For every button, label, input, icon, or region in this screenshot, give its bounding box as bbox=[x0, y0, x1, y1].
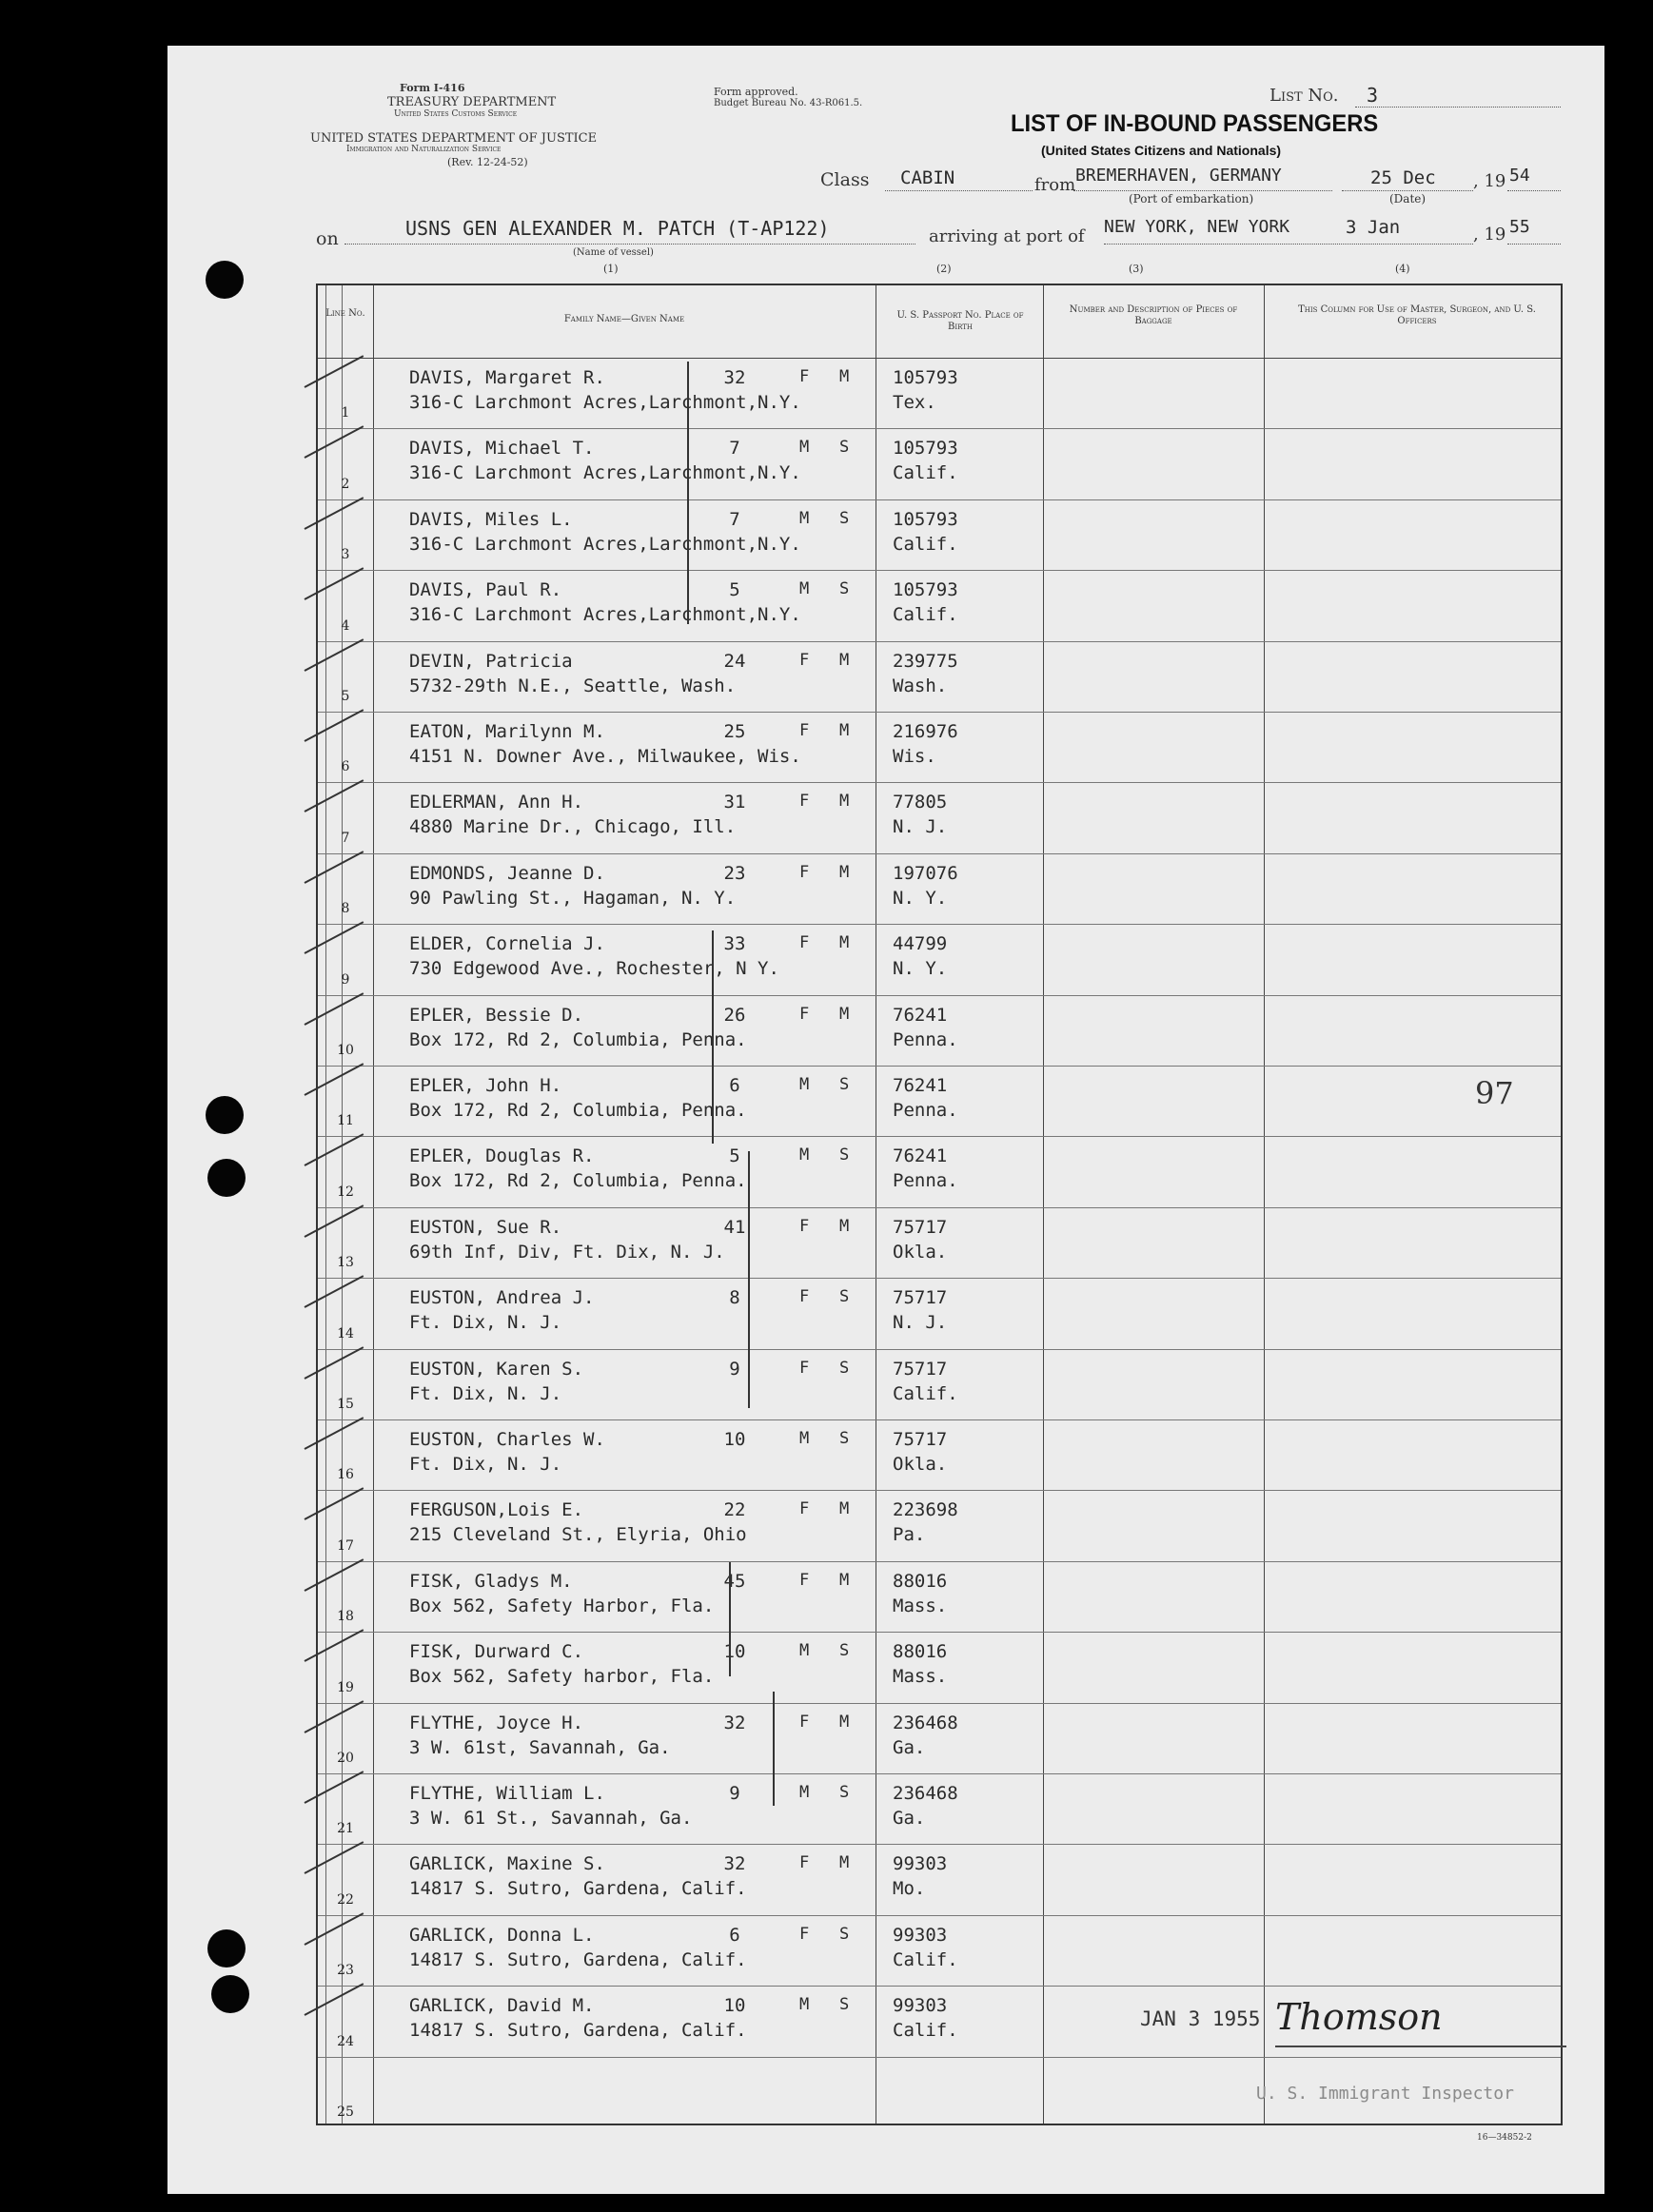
passenger-sex: M bbox=[799, 508, 810, 528]
column-ref-1: (1) bbox=[603, 263, 619, 275]
place-of-birth: N. J. bbox=[893, 816, 948, 838]
passenger-name: EDLERMAN, Ann H. bbox=[409, 792, 584, 813]
passenger-marital-status: M bbox=[839, 1712, 850, 1732]
passenger-name: EDMONDS, Jeanne D. bbox=[409, 862, 605, 884]
vessel-name: USNS GEN ALEXANDER M. PATCH (T-AP122) bbox=[405, 217, 830, 240]
passport-number: 88016 bbox=[893, 1570, 948, 1592]
line-number: 16 bbox=[337, 1467, 354, 1483]
passenger-age: 6 bbox=[729, 1924, 740, 1946]
passport-number: 236468 bbox=[893, 1783, 958, 1804]
passenger-age: 32 bbox=[723, 1712, 746, 1733]
line-number: 24 bbox=[337, 2033, 354, 2049]
passenger-marital-status: S bbox=[839, 1783, 850, 1802]
passenger-sex: M bbox=[799, 579, 810, 599]
passenger-sex: F bbox=[799, 1712, 810, 1732]
passenger-sex: M bbox=[799, 1641, 810, 1661]
passenger-name: EPLER, Douglas R. bbox=[409, 1145, 595, 1167]
column-header-passport: U. S. Passport No. Place of Birth bbox=[896, 310, 1024, 332]
table-row bbox=[318, 641, 1561, 712]
passenger-address: 14817 S. Sutro, Gardena, Calif. bbox=[409, 1948, 747, 1970]
passenger-sex: F bbox=[799, 1853, 810, 1873]
line-number: 9 bbox=[341, 971, 350, 988]
line-number: 2 bbox=[341, 476, 350, 492]
passenger-sex: F bbox=[799, 650, 810, 670]
passenger-address: 316-C Larchmont Acres,Larchmont,N.Y. bbox=[409, 462, 801, 484]
passenger-name: DEVIN, Patricia bbox=[409, 650, 573, 672]
passenger-name: FISK, Gladys M. bbox=[409, 1570, 573, 1592]
passenger-marital-status: S bbox=[839, 1924, 850, 1944]
arrival-date: 3 Jan bbox=[1346, 217, 1401, 238]
inspector-signature: Thomson bbox=[1275, 1996, 1443, 2038]
customs-service: United States Customs Service bbox=[394, 109, 518, 119]
arrival-year: 55 bbox=[1509, 217, 1530, 237]
passenger-address: 4880 Marine Dr., Chicago, Ill. bbox=[409, 816, 737, 838]
column-ref-2: (2) bbox=[936, 263, 952, 275]
table-row bbox=[318, 1349, 1561, 1419]
place-of-birth: Okla. bbox=[893, 1241, 948, 1263]
departure-year: 54 bbox=[1509, 166, 1530, 186]
port-of-embarkation: BREMERHAVEN, GERMANY bbox=[1075, 166, 1282, 186]
passenger-sex: F bbox=[799, 1358, 810, 1378]
table-row bbox=[318, 782, 1561, 852]
port-embark-note: (Port of embarkation) bbox=[1129, 192, 1254, 206]
punch-hole bbox=[206, 261, 244, 299]
line-number: 7 bbox=[341, 830, 350, 846]
passenger-marital-status: M bbox=[839, 933, 850, 953]
passenger-marital-status: M bbox=[839, 721, 850, 740]
line-number: 3 bbox=[341, 547, 350, 563]
table-row bbox=[318, 1703, 1561, 1773]
place-of-birth: N. Y. bbox=[893, 887, 948, 909]
immigration-service: Immigration and Naturalization Service bbox=[346, 145, 502, 154]
passport-number: 75717 bbox=[893, 1287, 948, 1309]
passenger-address: Box 562, Safety Harbor, Fla. bbox=[409, 1595, 715, 1616]
passenger-marital-status: M bbox=[839, 1216, 850, 1236]
passenger-age: 45 bbox=[723, 1570, 746, 1592]
passenger-age: 41 bbox=[723, 1216, 746, 1238]
page-subtitle: (United States Citizens and Nationals) bbox=[1041, 143, 1282, 158]
passenger-address: 316-C Larchmont Acres,Larchmont,N.Y. bbox=[409, 392, 801, 413]
passenger-name: GARLICK, Donna L. bbox=[409, 1924, 595, 1946]
table-row bbox=[318, 995, 1561, 1066]
passenger-marital-status: M bbox=[839, 1499, 850, 1519]
passenger-sex: F bbox=[799, 367, 810, 386]
line-number: 21 bbox=[337, 1821, 354, 1837]
passenger-age: 25 bbox=[723, 721, 746, 742]
officer-number: 97 bbox=[1475, 1075, 1514, 1111]
passenger-age: 10 bbox=[723, 1429, 746, 1450]
passport-number: 88016 bbox=[893, 1641, 948, 1663]
passenger-marital-status: S bbox=[839, 1145, 850, 1165]
departure-year-prefix: , 19 bbox=[1473, 171, 1506, 191]
passenger-marital-status: S bbox=[839, 508, 850, 528]
line-number: 18 bbox=[337, 1609, 354, 1625]
passport-number: 105793 bbox=[893, 508, 958, 530]
table-row bbox=[318, 1773, 1561, 1844]
passenger-sex: M bbox=[799, 1075, 810, 1094]
place-of-birth: Calif. bbox=[893, 533, 958, 555]
place-of-birth: N. Y. bbox=[893, 958, 948, 980]
line-number: 8 bbox=[341, 901, 350, 917]
inspection-date-stamp: JAN 3 1955 bbox=[1140, 2007, 1261, 2030]
passenger-name: FISK, Durward C. bbox=[409, 1641, 584, 1663]
place-of-birth: Mass. bbox=[893, 1595, 948, 1616]
passenger-name: DAVIS, Miles L. bbox=[409, 508, 573, 530]
line-number: 13 bbox=[337, 1255, 354, 1271]
table-row bbox=[318, 1419, 1561, 1490]
passenger-marital-status: S bbox=[839, 1429, 850, 1448]
passport-number: 75717 bbox=[893, 1216, 948, 1238]
passenger-name: EUSTON, Andrea J. bbox=[409, 1287, 595, 1309]
passenger-marital-status: S bbox=[839, 1358, 850, 1378]
table-row bbox=[318, 1207, 1561, 1278]
passenger-name: FLYTHE, William L. bbox=[409, 1783, 605, 1804]
arriving-label: arriving at port of bbox=[929, 226, 1085, 246]
passport-number: 76241 bbox=[893, 1075, 948, 1096]
line-number: 12 bbox=[337, 1184, 354, 1200]
passenger-marital-status: S bbox=[839, 1287, 850, 1307]
passenger-sex: F bbox=[799, 721, 810, 740]
arrival-year-prefix: , 19 bbox=[1473, 225, 1506, 245]
place-of-birth: Calif. bbox=[893, 1948, 958, 1970]
table-row bbox=[318, 1066, 1561, 1136]
budget-bureau: Budget Bureau No. 43-R061.5. bbox=[714, 98, 863, 108]
passport-number: 216976 bbox=[893, 721, 958, 742]
line-number: 6 bbox=[341, 759, 350, 775]
column-header-baggage: Number and Description of Pieces of Baggage bbox=[1069, 304, 1238, 326]
passenger-age: 26 bbox=[723, 1004, 746, 1026]
passport-number: 239775 bbox=[893, 650, 958, 672]
punch-hole bbox=[207, 1159, 246, 1197]
passport-number: 76241 bbox=[893, 1145, 948, 1167]
passenger-name: GARLICK, Maxine S. bbox=[409, 1853, 605, 1875]
punch-hole bbox=[206, 1096, 244, 1134]
place-of-birth: Penna. bbox=[893, 1100, 958, 1121]
passenger-name: EUSTON, Charles W. bbox=[409, 1429, 605, 1450]
passenger-address: 14817 S. Sutro, Gardena, Calif. bbox=[409, 2020, 747, 2042]
passenger-address: Ft. Dix, N. J. bbox=[409, 1454, 562, 1475]
passenger-marital-status: M bbox=[839, 650, 850, 670]
treasury-dept: TREASURY DEPARTMENT bbox=[387, 95, 557, 109]
passenger-age: 32 bbox=[723, 367, 746, 388]
line-number: 4 bbox=[341, 617, 350, 634]
passenger-marital-status: M bbox=[839, 862, 850, 882]
form-revision: (Rev. 12-24-52) bbox=[447, 156, 528, 168]
line-number: 25 bbox=[337, 2104, 354, 2120]
passenger-age: 33 bbox=[723, 933, 746, 955]
passport-number: 197076 bbox=[893, 862, 958, 884]
justice-dept: UNITED STATES DEPARTMENT OF JUSTICE bbox=[310, 131, 598, 146]
passenger-table bbox=[316, 284, 1563, 2125]
place-of-birth: Penna. bbox=[893, 1170, 958, 1192]
line-number: 11 bbox=[337, 1113, 354, 1129]
passenger-marital-status: M bbox=[839, 367, 850, 386]
passenger-address: Box 172, Rd 2, Columbia, Penna. bbox=[409, 1100, 747, 1121]
passport-number: 105793 bbox=[893, 438, 958, 460]
passenger-name: DAVIS, Paul R. bbox=[409, 579, 562, 601]
passport-number: 105793 bbox=[893, 367, 958, 388]
passenger-age: 31 bbox=[723, 792, 746, 813]
passport-number: 223698 bbox=[893, 1499, 958, 1521]
line-number: 10 bbox=[337, 1042, 354, 1058]
place-of-birth: Wis. bbox=[893, 746, 936, 767]
passenger-name: EUSTON, Sue R. bbox=[409, 1216, 562, 1238]
table-row bbox=[318, 924, 1561, 994]
class-value: CABIN bbox=[900, 167, 955, 188]
passenger-marital-status: M bbox=[839, 792, 850, 812]
table-row bbox=[318, 1915, 1561, 1986]
date-note: (Date) bbox=[1389, 192, 1427, 206]
line-number: 23 bbox=[337, 1963, 354, 1979]
passport-number: 99303 bbox=[893, 1995, 948, 2017]
table-row bbox=[318, 853, 1561, 924]
passenger-address: 69th Inf, Div, Ft. Dix, N. J. bbox=[409, 1241, 725, 1263]
passenger-name: ELDER, Cornelia J. bbox=[409, 933, 605, 955]
table-row bbox=[318, 1632, 1561, 1702]
line-number: 20 bbox=[337, 1750, 354, 1766]
column-header-name: Family Name—Given Name bbox=[563, 314, 685, 324]
place-of-birth: Calif. bbox=[893, 2020, 958, 2042]
table-row bbox=[318, 1278, 1561, 1348]
passenger-address: Ft. Dix, N. J. bbox=[409, 1312, 562, 1334]
passenger-address: Ft. Dix, N. J. bbox=[409, 1382, 562, 1404]
passenger-marital-status: S bbox=[839, 579, 850, 599]
passenger-age: 5 bbox=[729, 579, 740, 601]
passenger-sex: F bbox=[799, 792, 810, 812]
passport-number: 77805 bbox=[893, 792, 948, 813]
punch-hole bbox=[207, 1929, 246, 1967]
passenger-age: 23 bbox=[723, 862, 746, 884]
place-of-birth: Tex. bbox=[893, 392, 936, 413]
class-label: Class bbox=[820, 169, 870, 190]
from-label: from bbox=[1034, 175, 1076, 195]
passenger-address: 4151 N. Downer Ave., Milwaukee, Wis. bbox=[409, 746, 801, 767]
passenger-marital-status: M bbox=[839, 1853, 850, 1873]
passenger-marital-status: S bbox=[839, 438, 850, 458]
place-of-birth: Pa. bbox=[893, 1524, 926, 1546]
line-number: 14 bbox=[337, 1325, 354, 1341]
passenger-address: 730 Edgewood Ave., Rochester, N Y. bbox=[409, 958, 779, 980]
place-of-birth: Calif. bbox=[893, 604, 958, 626]
passenger-age: 7 bbox=[729, 438, 740, 460]
table-row bbox=[318, 358, 1561, 428]
table-row bbox=[318, 1561, 1561, 1632]
line-number: 22 bbox=[337, 1891, 354, 1908]
punch-hole bbox=[211, 1975, 249, 2013]
column-header-line: Line No. bbox=[325, 308, 365, 319]
place-of-birth: Mo. bbox=[893, 1878, 926, 1900]
passenger-age: 8 bbox=[729, 1287, 740, 1309]
passenger-sex: F bbox=[799, 1287, 810, 1307]
passport-number: 75717 bbox=[893, 1429, 948, 1450]
passenger-sex: F bbox=[799, 1924, 810, 1944]
passenger-sex: M bbox=[799, 1145, 810, 1165]
table-row bbox=[318, 712, 1561, 782]
passenger-age: 6 bbox=[729, 1075, 740, 1096]
line-number: 17 bbox=[337, 1537, 354, 1554]
page-title: LIST OF IN-BOUND PASSENGERS bbox=[1011, 110, 1379, 137]
passenger-sex: F bbox=[799, 1216, 810, 1236]
table-row bbox=[318, 1490, 1561, 1560]
passenger-sex: M bbox=[799, 438, 810, 458]
place-of-birth: Calif. bbox=[893, 462, 958, 484]
passenger-marital-status: S bbox=[839, 1641, 850, 1661]
passenger-name: FLYTHE, Joyce H. bbox=[409, 1712, 584, 1733]
passenger-name: FERGUSON,Lois E. bbox=[409, 1499, 584, 1521]
place-of-birth: N. J. bbox=[893, 1312, 948, 1334]
footer-code: 16—34852-2 bbox=[1477, 2133, 1532, 2143]
passport-number: 105793 bbox=[893, 579, 958, 601]
passenger-age: 32 bbox=[723, 1853, 746, 1875]
column-ref-4: (4) bbox=[1395, 263, 1410, 275]
column-header-officers: This Column for Use of Master, Surgeon, and U. S. Officers bbox=[1298, 304, 1536, 326]
list-no-label: List No. bbox=[1269, 86, 1339, 106]
place-of-birth: Ga. bbox=[893, 1736, 926, 1758]
passenger-name: GARLICK, David M. bbox=[409, 1995, 595, 2017]
passenger-address: 5732-29th N.E., Seattle, Wash. bbox=[409, 675, 737, 696]
passenger-sex: F bbox=[799, 862, 810, 882]
place-of-birth: Ga. bbox=[893, 1808, 926, 1829]
passenger-sex: M bbox=[799, 1995, 810, 2015]
passenger-marital-status: M bbox=[839, 1004, 850, 1024]
passenger-age: 10 bbox=[723, 1641, 746, 1663]
passenger-address: 316-C Larchmont Acres,Larchmont,N.Y. bbox=[409, 533, 801, 555]
departure-date: 25 Dec bbox=[1370, 167, 1436, 188]
passenger-name: EATON, Marilynn M. bbox=[409, 721, 605, 742]
passenger-name: EPLER, Bessie D. bbox=[409, 1004, 584, 1026]
passenger-age: 7 bbox=[729, 508, 740, 530]
passenger-sex: F bbox=[799, 1570, 810, 1590]
place-of-birth: Wash. bbox=[893, 675, 948, 696]
form-number: Form I-416 bbox=[400, 82, 465, 94]
passport-number: 44799 bbox=[893, 933, 948, 955]
table-row bbox=[318, 1844, 1561, 1914]
passenger-age: 10 bbox=[723, 1995, 746, 2017]
passenger-address: Box 172, Rd 2, Columbia, Penna. bbox=[409, 1028, 747, 1050]
passenger-marital-status: M bbox=[839, 1570, 850, 1590]
place-of-birth: Calif. bbox=[893, 1382, 958, 1404]
line-number: 15 bbox=[337, 1396, 354, 1412]
vessel-note: (Name of vessel) bbox=[573, 247, 654, 258]
line-number: 19 bbox=[337, 1679, 354, 1695]
passenger-sex: F bbox=[799, 1499, 810, 1519]
passport-number: 75717 bbox=[893, 1358, 948, 1380]
passenger-address: 90 Pawling St., Hagaman, N. Y. bbox=[409, 887, 737, 909]
passenger-age: 9 bbox=[729, 1783, 740, 1804]
passenger-address: 14817 S. Sutro, Gardena, Calif. bbox=[409, 1878, 747, 1900]
passenger-address: 3 W. 61st, Savannah, Ga. bbox=[409, 1736, 671, 1758]
passenger-address: Box 562, Safety harbor, Fla. bbox=[409, 1666, 715, 1688]
passenger-sex: F bbox=[799, 933, 810, 953]
table-row bbox=[318, 1136, 1561, 1206]
passenger-name: DAVIS, Margaret R. bbox=[409, 367, 605, 388]
passenger-age: 22 bbox=[723, 1499, 746, 1521]
passenger-marital-status: S bbox=[839, 1995, 850, 2015]
passenger-sex: M bbox=[799, 1429, 810, 1448]
passenger-sex: M bbox=[799, 1783, 810, 1802]
passenger-age: 9 bbox=[729, 1358, 740, 1380]
passenger-name: EUSTON, Karen S. bbox=[409, 1358, 584, 1380]
place-of-birth: Mass. bbox=[893, 1666, 948, 1688]
form-approved: Form approved. bbox=[714, 86, 798, 98]
on-label: on bbox=[316, 228, 339, 249]
line-number: 5 bbox=[341, 688, 350, 704]
place-of-birth: Okla. bbox=[893, 1454, 948, 1475]
passenger-address: 3 W. 61 St., Savannah, Ga. bbox=[409, 1808, 693, 1829]
passenger-address: 215 Cleveland St., Elyria, Ohio bbox=[409, 1524, 747, 1546]
table-row bbox=[318, 570, 1561, 640]
arrival-port: NEW YORK, NEW YORK bbox=[1104, 217, 1290, 237]
passenger-age: 5 bbox=[729, 1145, 740, 1167]
passenger-sex: F bbox=[799, 1004, 810, 1024]
table-row bbox=[318, 428, 1561, 499]
passenger-address: 316-C Larchmont Acres,Larchmont,N.Y. bbox=[409, 604, 801, 626]
line-number: 1 bbox=[341, 405, 350, 421]
place-of-birth: Penna. bbox=[893, 1028, 958, 1050]
passenger-age: 24 bbox=[723, 650, 746, 672]
inspector-title: U. S. Immigrant Inspector bbox=[1256, 2084, 1514, 2104]
passport-number: 99303 bbox=[893, 1924, 948, 1946]
column-ref-3: (3) bbox=[1129, 263, 1144, 275]
passport-number: 236468 bbox=[893, 1712, 958, 1733]
passenger-name: EPLER, John H. bbox=[409, 1075, 562, 1096]
passenger-marital-status: S bbox=[839, 1075, 850, 1094]
passenger-name: DAVIS, Michael T. bbox=[409, 438, 595, 460]
list-no-value: 3 bbox=[1367, 84, 1379, 107]
passport-number: 99303 bbox=[893, 1853, 948, 1875]
table-row bbox=[318, 499, 1561, 570]
passport-number: 76241 bbox=[893, 1004, 948, 1026]
passenger-address: Box 172, Rd 2, Columbia, Penna. bbox=[409, 1170, 747, 1192]
